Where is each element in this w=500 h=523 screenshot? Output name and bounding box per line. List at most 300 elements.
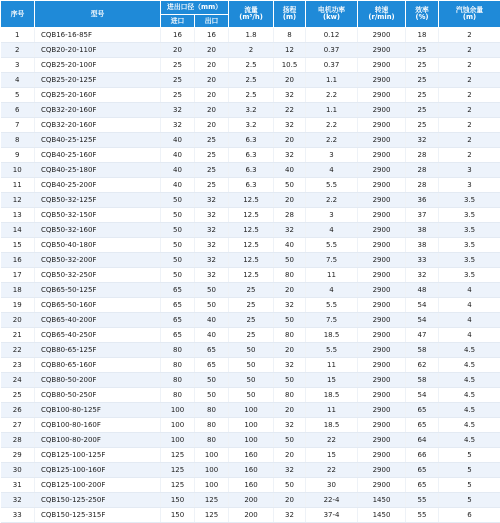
cell-head: 80	[274, 388, 306, 403]
cell-inlet: 40	[161, 148, 195, 163]
cell-head: 50	[274, 313, 306, 328]
cell-npsh: 4.5	[439, 358, 500, 373]
cell-index: 10	[1, 163, 35, 178]
cell-efficiency: 58	[406, 343, 439, 358]
table-row	[1, 163, 500, 178]
table-row	[1, 448, 500, 463]
cell-efficiency: 54	[406, 298, 439, 313]
cell-model: CQB100-80-125F	[35, 403, 161, 418]
cell-power: 22	[306, 433, 358, 448]
cell-index: 17	[1, 268, 35, 283]
cell-npsh: 2	[439, 103, 500, 118]
cell-speed: 2900	[358, 328, 406, 343]
cell-npsh: 4	[439, 328, 500, 343]
column-header-inlet: 进口	[161, 15, 195, 28]
cell-model: CQB50-32-125F	[35, 193, 161, 208]
cell-npsh: 6	[439, 508, 500, 523]
cell-flow: 25	[229, 298, 274, 313]
table-row	[1, 193, 500, 208]
cell-flow: 6.3	[229, 133, 274, 148]
cell-inlet: 65	[161, 283, 195, 298]
cell-flow: 100	[229, 418, 274, 433]
cell-power: 4	[306, 163, 358, 178]
cell-power: 22	[306, 463, 358, 478]
cell-inlet: 65	[161, 328, 195, 343]
column-header-outlet: 出口	[195, 15, 229, 28]
cell-inlet: 40	[161, 163, 195, 178]
cell-inlet: 150	[161, 493, 195, 508]
cell-index: 22	[1, 343, 35, 358]
table-row	[1, 373, 500, 388]
cell-flow: 2.5	[229, 88, 274, 103]
cell-head: 40	[274, 163, 306, 178]
cell-head: 20	[274, 343, 306, 358]
cell-efficiency: 25	[406, 88, 439, 103]
cell-power: 5.5	[306, 298, 358, 313]
cell-flow: 25	[229, 313, 274, 328]
cell-outlet: 16	[195, 28, 229, 43]
cell-efficiency: 28	[406, 163, 439, 178]
cell-inlet: 80	[161, 358, 195, 373]
cell-flow: 50	[229, 373, 274, 388]
cell-outlet: 40	[195, 328, 229, 343]
column-header-diameter: 进出口径（mm）	[161, 1, 229, 15]
table-body	[1, 28, 500, 523]
cell-speed: 2900	[358, 28, 406, 43]
cell-speed: 2900	[358, 448, 406, 463]
cell-model: CQB16-16-85F	[35, 28, 161, 43]
cell-speed: 2900	[358, 343, 406, 358]
table-row	[1, 58, 500, 73]
cell-npsh: 3.5	[439, 238, 500, 253]
cell-model: CQB20-20-110F	[35, 43, 161, 58]
cell-inlet: 100	[161, 418, 195, 433]
table-row	[1, 433, 500, 448]
cell-efficiency: 58	[406, 373, 439, 388]
table-row	[1, 253, 500, 268]
table-row	[1, 28, 500, 43]
cell-flow: 2.5	[229, 58, 274, 73]
cell-index: 29	[1, 448, 35, 463]
cell-power: 3	[306, 148, 358, 163]
cell-outlet: 125	[195, 493, 229, 508]
cell-npsh: 2	[439, 28, 500, 43]
cell-speed: 2900	[358, 388, 406, 403]
cell-head: 20	[274, 73, 306, 88]
table-row	[1, 283, 500, 298]
table-header-row	[1, 1, 500, 15]
table-row	[1, 133, 500, 148]
cell-inlet: 100	[161, 403, 195, 418]
cell-model: CQB125-100-200F	[35, 478, 161, 493]
cell-head: 50	[274, 433, 306, 448]
cell-outlet: 32	[195, 268, 229, 283]
cell-power: 5.5	[306, 343, 358, 358]
cell-speed: 2900	[358, 358, 406, 373]
cell-outlet: 100	[195, 463, 229, 478]
cell-efficiency: 54	[406, 388, 439, 403]
cell-speed: 2900	[358, 178, 406, 193]
cell-outlet: 32	[195, 193, 229, 208]
cell-speed: 2900	[358, 43, 406, 58]
cell-index: 16	[1, 253, 35, 268]
cell-power: 15	[306, 448, 358, 463]
cell-head: 80	[274, 268, 306, 283]
cell-efficiency: 18	[406, 28, 439, 43]
cell-model: CQB32-20-160F	[35, 103, 161, 118]
table-row	[1, 43, 500, 58]
cell-flow: 50	[229, 343, 274, 358]
table-row	[1, 103, 500, 118]
cell-model: CQB80-50-200F	[35, 373, 161, 388]
cell-speed: 2900	[358, 403, 406, 418]
cell-model: CQB65-50-160F	[35, 298, 161, 313]
cell-outlet: 65	[195, 358, 229, 373]
cell-speed: 2900	[358, 88, 406, 103]
cell-model: CQB25-20-160F	[35, 88, 161, 103]
cell-npsh: 2	[439, 88, 500, 103]
cell-model: CQB25-20-125F	[35, 73, 161, 88]
cell-npsh: 3.5	[439, 193, 500, 208]
cell-head: 32	[274, 358, 306, 373]
cell-power: 7.5	[306, 313, 358, 328]
cell-npsh: 5	[439, 448, 500, 463]
cell-model: CQB150-125-250F	[35, 493, 161, 508]
cell-npsh: 4	[439, 283, 500, 298]
cell-outlet: 25	[195, 148, 229, 163]
cell-power: 2.2	[306, 88, 358, 103]
table-row	[1, 88, 500, 103]
cell-index: 3	[1, 58, 35, 73]
cell-index: 20	[1, 313, 35, 328]
cell-power: 18.5	[306, 388, 358, 403]
cell-power: 18.5	[306, 418, 358, 433]
cell-efficiency: 25	[406, 118, 439, 133]
cell-inlet: 65	[161, 313, 195, 328]
cell-efficiency: 48	[406, 283, 439, 298]
cell-flow: 12.5	[229, 223, 274, 238]
column-header-speed: 转速 (r/min)	[358, 1, 406, 28]
cell-inlet: 65	[161, 298, 195, 313]
cell-flow: 160	[229, 478, 274, 493]
cell-speed: 2900	[358, 208, 406, 223]
cell-speed: 2900	[358, 268, 406, 283]
cell-flow: 2.5	[229, 73, 274, 88]
cell-index: 8	[1, 133, 35, 148]
table-row	[1, 238, 500, 253]
cell-npsh: 3	[439, 163, 500, 178]
cell-inlet: 32	[161, 118, 195, 133]
cell-model: CQB50-32-250F	[35, 268, 161, 283]
cell-outlet: 20	[195, 103, 229, 118]
cell-speed: 2900	[358, 223, 406, 238]
cell-npsh: 2	[439, 118, 500, 133]
cell-power: 5.5	[306, 178, 358, 193]
cell-outlet: 32	[195, 253, 229, 268]
cell-model: CQB100-80-200F	[35, 433, 161, 448]
cell-npsh: 3	[439, 178, 500, 193]
cell-outlet: 50	[195, 298, 229, 313]
table-row	[1, 403, 500, 418]
cell-npsh: 3.5	[439, 253, 500, 268]
cell-efficiency: 65	[406, 403, 439, 418]
cell-npsh: 5	[439, 493, 500, 508]
cell-outlet: 32	[195, 208, 229, 223]
cell-index: 26	[1, 403, 35, 418]
cell-npsh: 2	[439, 58, 500, 73]
column-header-power: 电机功率 (kw)	[306, 1, 358, 28]
cell-power: 18.5	[306, 328, 358, 343]
table-row	[1, 268, 500, 283]
cell-npsh: 4.5	[439, 403, 500, 418]
cell-outlet: 80	[195, 403, 229, 418]
cell-outlet: 80	[195, 433, 229, 448]
cell-outlet: 20	[195, 88, 229, 103]
cell-inlet: 50	[161, 253, 195, 268]
cell-npsh: 4	[439, 298, 500, 313]
cell-model: CQB40-25-180F	[35, 163, 161, 178]
cell-outlet: 25	[195, 133, 229, 148]
cell-speed: 2900	[358, 73, 406, 88]
cell-speed: 2900	[358, 133, 406, 148]
cell-efficiency: 65	[406, 478, 439, 493]
cell-npsh: 4.5	[439, 373, 500, 388]
cell-outlet: 20	[195, 73, 229, 88]
cell-speed: 2900	[358, 148, 406, 163]
cell-model: CQB50-32-160F	[35, 223, 161, 238]
cell-flow: 1.8	[229, 28, 274, 43]
cell-power: 1.1	[306, 103, 358, 118]
cell-index: 15	[1, 238, 35, 253]
cell-flow: 3.2	[229, 103, 274, 118]
table-row	[1, 508, 500, 523]
cell-index: 30	[1, 463, 35, 478]
cell-head: 32	[274, 298, 306, 313]
cell-efficiency: 25	[406, 43, 439, 58]
cell-efficiency: 33	[406, 253, 439, 268]
cell-flow: 2	[229, 43, 274, 58]
cell-npsh: 4.5	[439, 343, 500, 358]
cell-index: 9	[1, 148, 35, 163]
cell-inlet: 125	[161, 478, 195, 493]
cell-flow: 12.5	[229, 208, 274, 223]
cell-power: 0.37	[306, 58, 358, 73]
cell-efficiency: 38	[406, 223, 439, 238]
cell-inlet: 16	[161, 28, 195, 43]
cell-head: 32	[274, 118, 306, 133]
table-row	[1, 208, 500, 223]
cell-index: 2	[1, 43, 35, 58]
cell-efficiency: 55	[406, 508, 439, 523]
cell-npsh: 3.5	[439, 223, 500, 238]
table-row	[1, 493, 500, 508]
cell-efficiency: 54	[406, 313, 439, 328]
cell-index: 1	[1, 28, 35, 43]
cell-head: 8	[274, 28, 306, 43]
cell-flow: 200	[229, 493, 274, 508]
table-row	[1, 313, 500, 328]
cell-inlet: 32	[161, 103, 195, 118]
cell-speed: 2900	[358, 463, 406, 478]
cell-efficiency: 38	[406, 238, 439, 253]
cell-speed: 2900	[358, 238, 406, 253]
cell-head: 40	[274, 238, 306, 253]
cell-power: 3	[306, 208, 358, 223]
cell-flow: 160	[229, 463, 274, 478]
cell-index: 13	[1, 208, 35, 223]
cell-speed: 2900	[358, 118, 406, 133]
cell-efficiency: 64	[406, 433, 439, 448]
table-row	[1, 388, 500, 403]
cell-speed: 2900	[358, 163, 406, 178]
cell-power: 0.37	[306, 43, 358, 58]
cell-head: 80	[274, 328, 306, 343]
cell-speed: 2900	[358, 253, 406, 268]
column-header-index: 序号	[1, 1, 35, 28]
cell-inlet: 50	[161, 268, 195, 283]
cell-efficiency: 28	[406, 148, 439, 163]
cell-inlet: 80	[161, 388, 195, 403]
cell-model: CQB125-100-160F	[35, 463, 161, 478]
table-row	[1, 343, 500, 358]
cell-outlet: 80	[195, 418, 229, 433]
cell-power: 11	[306, 358, 358, 373]
cell-speed: 2900	[358, 313, 406, 328]
cell-inlet: 40	[161, 133, 195, 148]
cell-speed: 2900	[358, 478, 406, 493]
cell-power: 0.12	[306, 28, 358, 43]
column-header-model: 型号	[35, 1, 161, 28]
cell-outlet: 125	[195, 508, 229, 523]
cell-index: 23	[1, 358, 35, 373]
cell-power: 7.5	[306, 253, 358, 268]
cell-flow: 100	[229, 403, 274, 418]
cell-npsh: 4	[439, 313, 500, 328]
cell-outlet: 32	[195, 223, 229, 238]
cell-flow: 50	[229, 358, 274, 373]
cell-efficiency: 32	[406, 268, 439, 283]
cell-flow: 6.3	[229, 148, 274, 163]
cell-index: 4	[1, 73, 35, 88]
cell-model: CQB65-50-125F	[35, 283, 161, 298]
cell-model: CQB32-20-160F	[35, 118, 161, 133]
cell-efficiency: 36	[406, 193, 439, 208]
cell-inlet: 50	[161, 223, 195, 238]
cell-model: CQB150-125-315F	[35, 508, 161, 523]
cell-speed: 1450	[358, 508, 406, 523]
cell-efficiency: 47	[406, 328, 439, 343]
cell-outlet: 20	[195, 118, 229, 133]
cell-inlet: 50	[161, 193, 195, 208]
cell-efficiency: 25	[406, 103, 439, 118]
cell-inlet: 40	[161, 178, 195, 193]
cell-inlet: 100	[161, 433, 195, 448]
cell-power: 2.2	[306, 133, 358, 148]
cell-npsh: 3.5	[439, 208, 500, 223]
cell-flow: 12.5	[229, 268, 274, 283]
cell-npsh: 5	[439, 463, 500, 478]
cell-model: CQB80-65-125F	[35, 343, 161, 358]
cell-index: 11	[1, 178, 35, 193]
cell-outlet: 40	[195, 313, 229, 328]
cell-npsh: 2	[439, 73, 500, 88]
cell-model: CQB25-20-100F	[35, 58, 161, 73]
cell-outlet: 32	[195, 238, 229, 253]
cell-outlet: 100	[195, 448, 229, 463]
cell-power: 11	[306, 403, 358, 418]
cell-power: 4	[306, 223, 358, 238]
cell-model: CQB40-25-125F	[35, 133, 161, 148]
cell-flow: 12.5	[229, 193, 274, 208]
cell-index: 33	[1, 508, 35, 523]
cell-head: 20	[274, 403, 306, 418]
cell-head: 50	[274, 478, 306, 493]
cell-head: 32	[274, 418, 306, 433]
column-header-head: 扬程 (m)	[274, 1, 306, 28]
cell-speed: 2900	[358, 283, 406, 298]
cell-inlet: 80	[161, 343, 195, 358]
cell-outlet: 25	[195, 163, 229, 178]
table-row	[1, 223, 500, 238]
cell-outlet: 25	[195, 178, 229, 193]
cell-outlet: 50	[195, 388, 229, 403]
cell-npsh: 4.5	[439, 418, 500, 433]
cell-head: 32	[274, 88, 306, 103]
cell-speed: 2900	[358, 103, 406, 118]
cell-flow: 6.3	[229, 178, 274, 193]
cell-efficiency: 66	[406, 448, 439, 463]
cell-npsh: 5	[439, 478, 500, 493]
cell-model: CQB40-25-160F	[35, 148, 161, 163]
table-row	[1, 178, 500, 193]
cell-index: 24	[1, 373, 35, 388]
cell-flow: 25	[229, 328, 274, 343]
table-row	[1, 148, 500, 163]
cell-model: CQB80-65-160F	[35, 358, 161, 373]
cell-inlet: 50	[161, 208, 195, 223]
cell-head: 50	[274, 373, 306, 388]
cell-inlet: 80	[161, 373, 195, 388]
cell-flow: 3.2	[229, 118, 274, 133]
cell-index: 5	[1, 88, 35, 103]
cell-flow: 160	[229, 448, 274, 463]
cell-index: 18	[1, 283, 35, 298]
cell-inlet: 50	[161, 238, 195, 253]
cell-model: CQB65-40-200F	[35, 313, 161, 328]
cell-flow: 25	[229, 283, 274, 298]
cell-inlet: 125	[161, 448, 195, 463]
cell-npsh: 2	[439, 43, 500, 58]
cell-head: 20	[274, 193, 306, 208]
cell-model: CQB65-40-250F	[35, 328, 161, 343]
cell-npsh: 2	[439, 133, 500, 148]
cell-outlet: 100	[195, 478, 229, 493]
cell-model: CQB80-50-250F	[35, 388, 161, 403]
cell-index: 14	[1, 223, 35, 238]
cell-efficiency: 32	[406, 133, 439, 148]
cell-model: CQB50-32-200F	[35, 253, 161, 268]
cell-inlet: 25	[161, 58, 195, 73]
cell-head: 32	[274, 223, 306, 238]
cell-power: 15	[306, 373, 358, 388]
cell-flow: 100	[229, 433, 274, 448]
cell-power: 5.5	[306, 238, 358, 253]
table-row	[1, 358, 500, 373]
cell-power: 37-4	[306, 508, 358, 523]
cell-efficiency: 55	[406, 493, 439, 508]
table-row	[1, 118, 500, 133]
cell-efficiency: 37	[406, 208, 439, 223]
